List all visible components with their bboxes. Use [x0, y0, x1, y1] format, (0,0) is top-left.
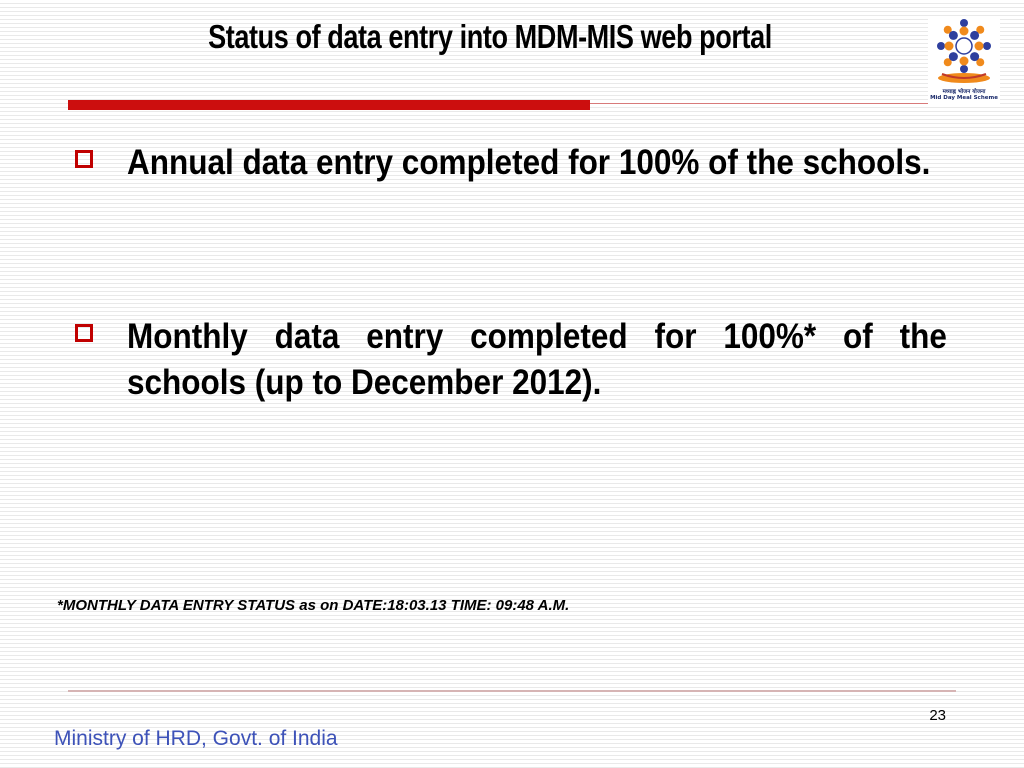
- square-bullet-icon: [75, 150, 93, 168]
- footer-divider: [68, 690, 956, 692]
- slide-title: Status of data entry into MDM-MIS web portal: [208, 18, 772, 55]
- title-underline-thin: [590, 103, 928, 104]
- page-number: 23: [929, 707, 946, 724]
- status-note: *MONTHLY DATA ENTRY STATUS as on DATE:18:03.13 TIME: 09:48 A.M.: [57, 597, 570, 614]
- mid-day-meal-logo-icon: [928, 16, 1000, 88]
- logo-text-hindi: मध्याह्न भोजन योजना: [942, 89, 986, 95]
- mid-day-meal-logo: [928, 16, 1000, 106]
- square-bullet-icon: [75, 324, 93, 342]
- bullet-text: Annual data entry completed for 100% of the schools.: [127, 143, 931, 182]
- logo-text-english: Mid Day Meal Scheme: [930, 95, 998, 101]
- bullet-text: Monthly data entry completed for 100%* of the schools (up to December 2012).: [127, 317, 947, 402]
- title-underline-thick: [68, 100, 590, 110]
- footer-text: Ministry of HRD, Govt. of India: [54, 727, 338, 750]
